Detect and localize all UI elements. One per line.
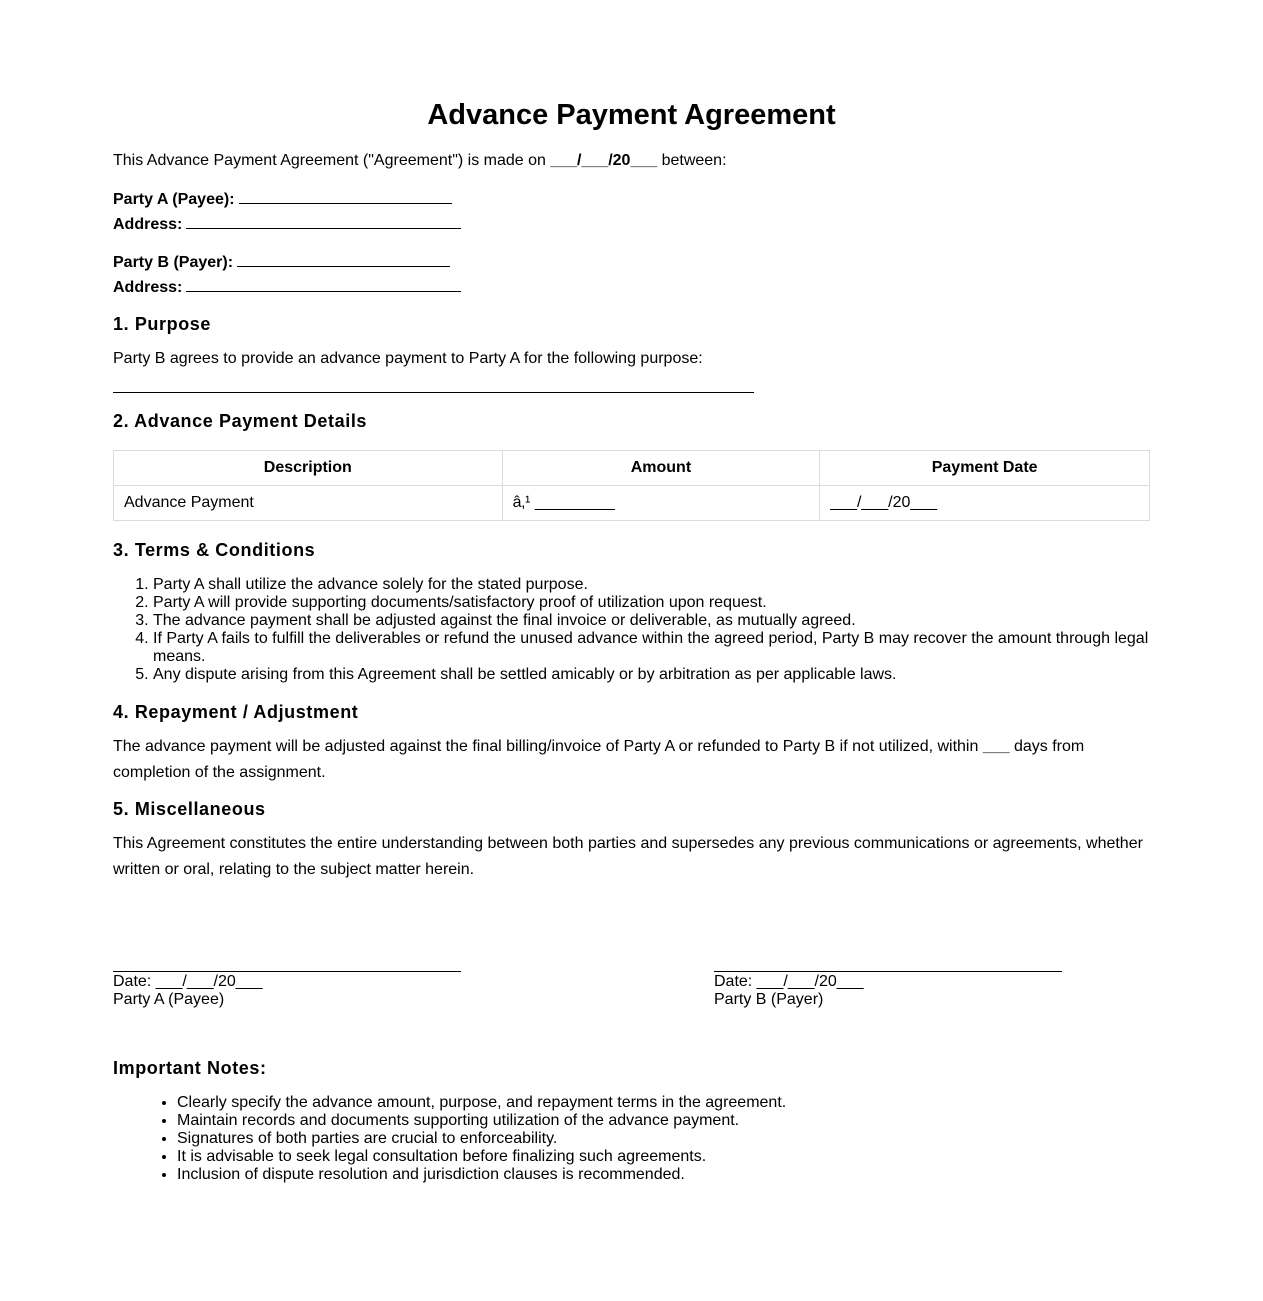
intro-text-after: between: [657,152,727,169]
document-title: Advance Payment Agreement [427,99,836,131]
terms-item: 3. The advance payment shall be adjusted against the final invoice or deliverable, as mutually agreed. [153,612,1190,630]
signature-line-party-a [113,971,461,972]
column-header-amount: Amount [502,451,820,486]
payment-details-table [113,450,1150,521]
notes-item: • Inclusion of dispute resolution and jurisdiction clauses is recommended. [177,1166,1177,1184]
cell-payment-date: ___/___/20___ [820,486,1150,521]
notes-item: • Clearly specify the advance amount, purpose, and repayment terms in the agreement. [177,1094,1177,1112]
notes-item: • It is advisable to seek legal consultation before finalizing such agreements. [177,1148,1177,1166]
party-b-label: Party B (Payer): [113,254,234,271]
notes-item: • Signatures of both parties are crucial to enforceability. [177,1130,1177,1148]
intro-paragraph [113,151,727,171]
signature-date-party-a: Date: ___/___/20___ [113,973,263,990]
party-a-address-line [113,214,461,235]
column-header-payment-date: Payment Date [820,451,1150,486]
table-header-row [114,451,1150,486]
cell-amount: â‚¹ _________ [502,486,820,521]
column-header-description: Description [114,451,503,486]
intro-text-before: This Advance Payment Agreement ("Agreement") is made on [113,152,551,169]
repayment-days-blank: ___ [982,738,1010,755]
terms-item: 2. Party A will provide supporting documents/satisfactory proof of utilization upon request. [153,594,1190,612]
important-notes-heading: Important Notes: [113,1058,267,1078]
signature-label-party-a: Party A (Payee) [113,991,225,1008]
table-row [114,486,1150,521]
terms-item: 1. Party A shall utilize the advance solely for the stated purpose. [153,576,1190,594]
section-purpose-text: Party B agrees to provide an advance payment to Party A for the following purpose: [113,350,703,367]
signature-line-party-b [714,971,1062,972]
party-b-name-blank [237,252,450,267]
party-b-line [113,252,450,273]
section-repayment-text [113,734,1150,786]
party-b-address-blank [186,277,461,292]
section-repayment-heading: 4. Repayment / Adjustment [113,702,359,722]
signature-block-party-b [714,971,1062,1009]
section-payment-details-heading: 2. Advance Payment Details [113,411,368,431]
party-a-address-label: Address: [113,216,183,233]
signature-date-party-b: Date: ___/___/20___ [714,973,864,990]
section-purpose-heading: 1. Purpose [113,314,212,334]
important-notes-list [137,1094,1177,1184]
party-a-label: Party A (Payee): [113,191,235,208]
repayment-text-before: The advance payment will be adjusted against the final billing/invoice of Party A or refunded to Party B if not utilized, within [113,738,983,755]
party-a-line [113,189,452,210]
purpose-blank-line [113,392,754,393]
terms-list [113,576,1190,684]
terms-item: 5. Any dispute arising from this Agreement shall be settled amicably or by arbitration as per applicable laws. [153,666,1190,684]
terms-item: 4. If Party A fails to fulfill the deliverables or refund the unused advance within the agreed period, Party B may recover the amount through legal means. [153,630,1190,666]
repayment-text-after: days from completion of the assignment. [113,738,1085,781]
notes-item: • Maintain records and documents supporting utilization of the advance payment. [177,1112,1177,1130]
party-a-address-blank [186,214,461,229]
party-b-address-label: Address: [113,279,183,296]
party-a-name-blank [239,189,452,204]
signature-block-party-a [113,971,461,1009]
party-b-address-line [113,277,461,298]
intro-date-blank: ___/___/20___ [550,152,658,169]
section-miscellaneous-text: This Agreement constitutes the entire understanding between both parties and supersedes any previous communications or agreements, whether written or oral, relating to the subject matter herein. [113,835,1143,878]
section-terms-heading: 3. Terms & Conditions [113,540,316,560]
cell-description: Advance Payment [114,486,503,521]
signature-label-party-b: Party B (Payer) [714,991,824,1008]
section-miscellaneous-heading: 5. Miscellaneous [113,799,266,819]
